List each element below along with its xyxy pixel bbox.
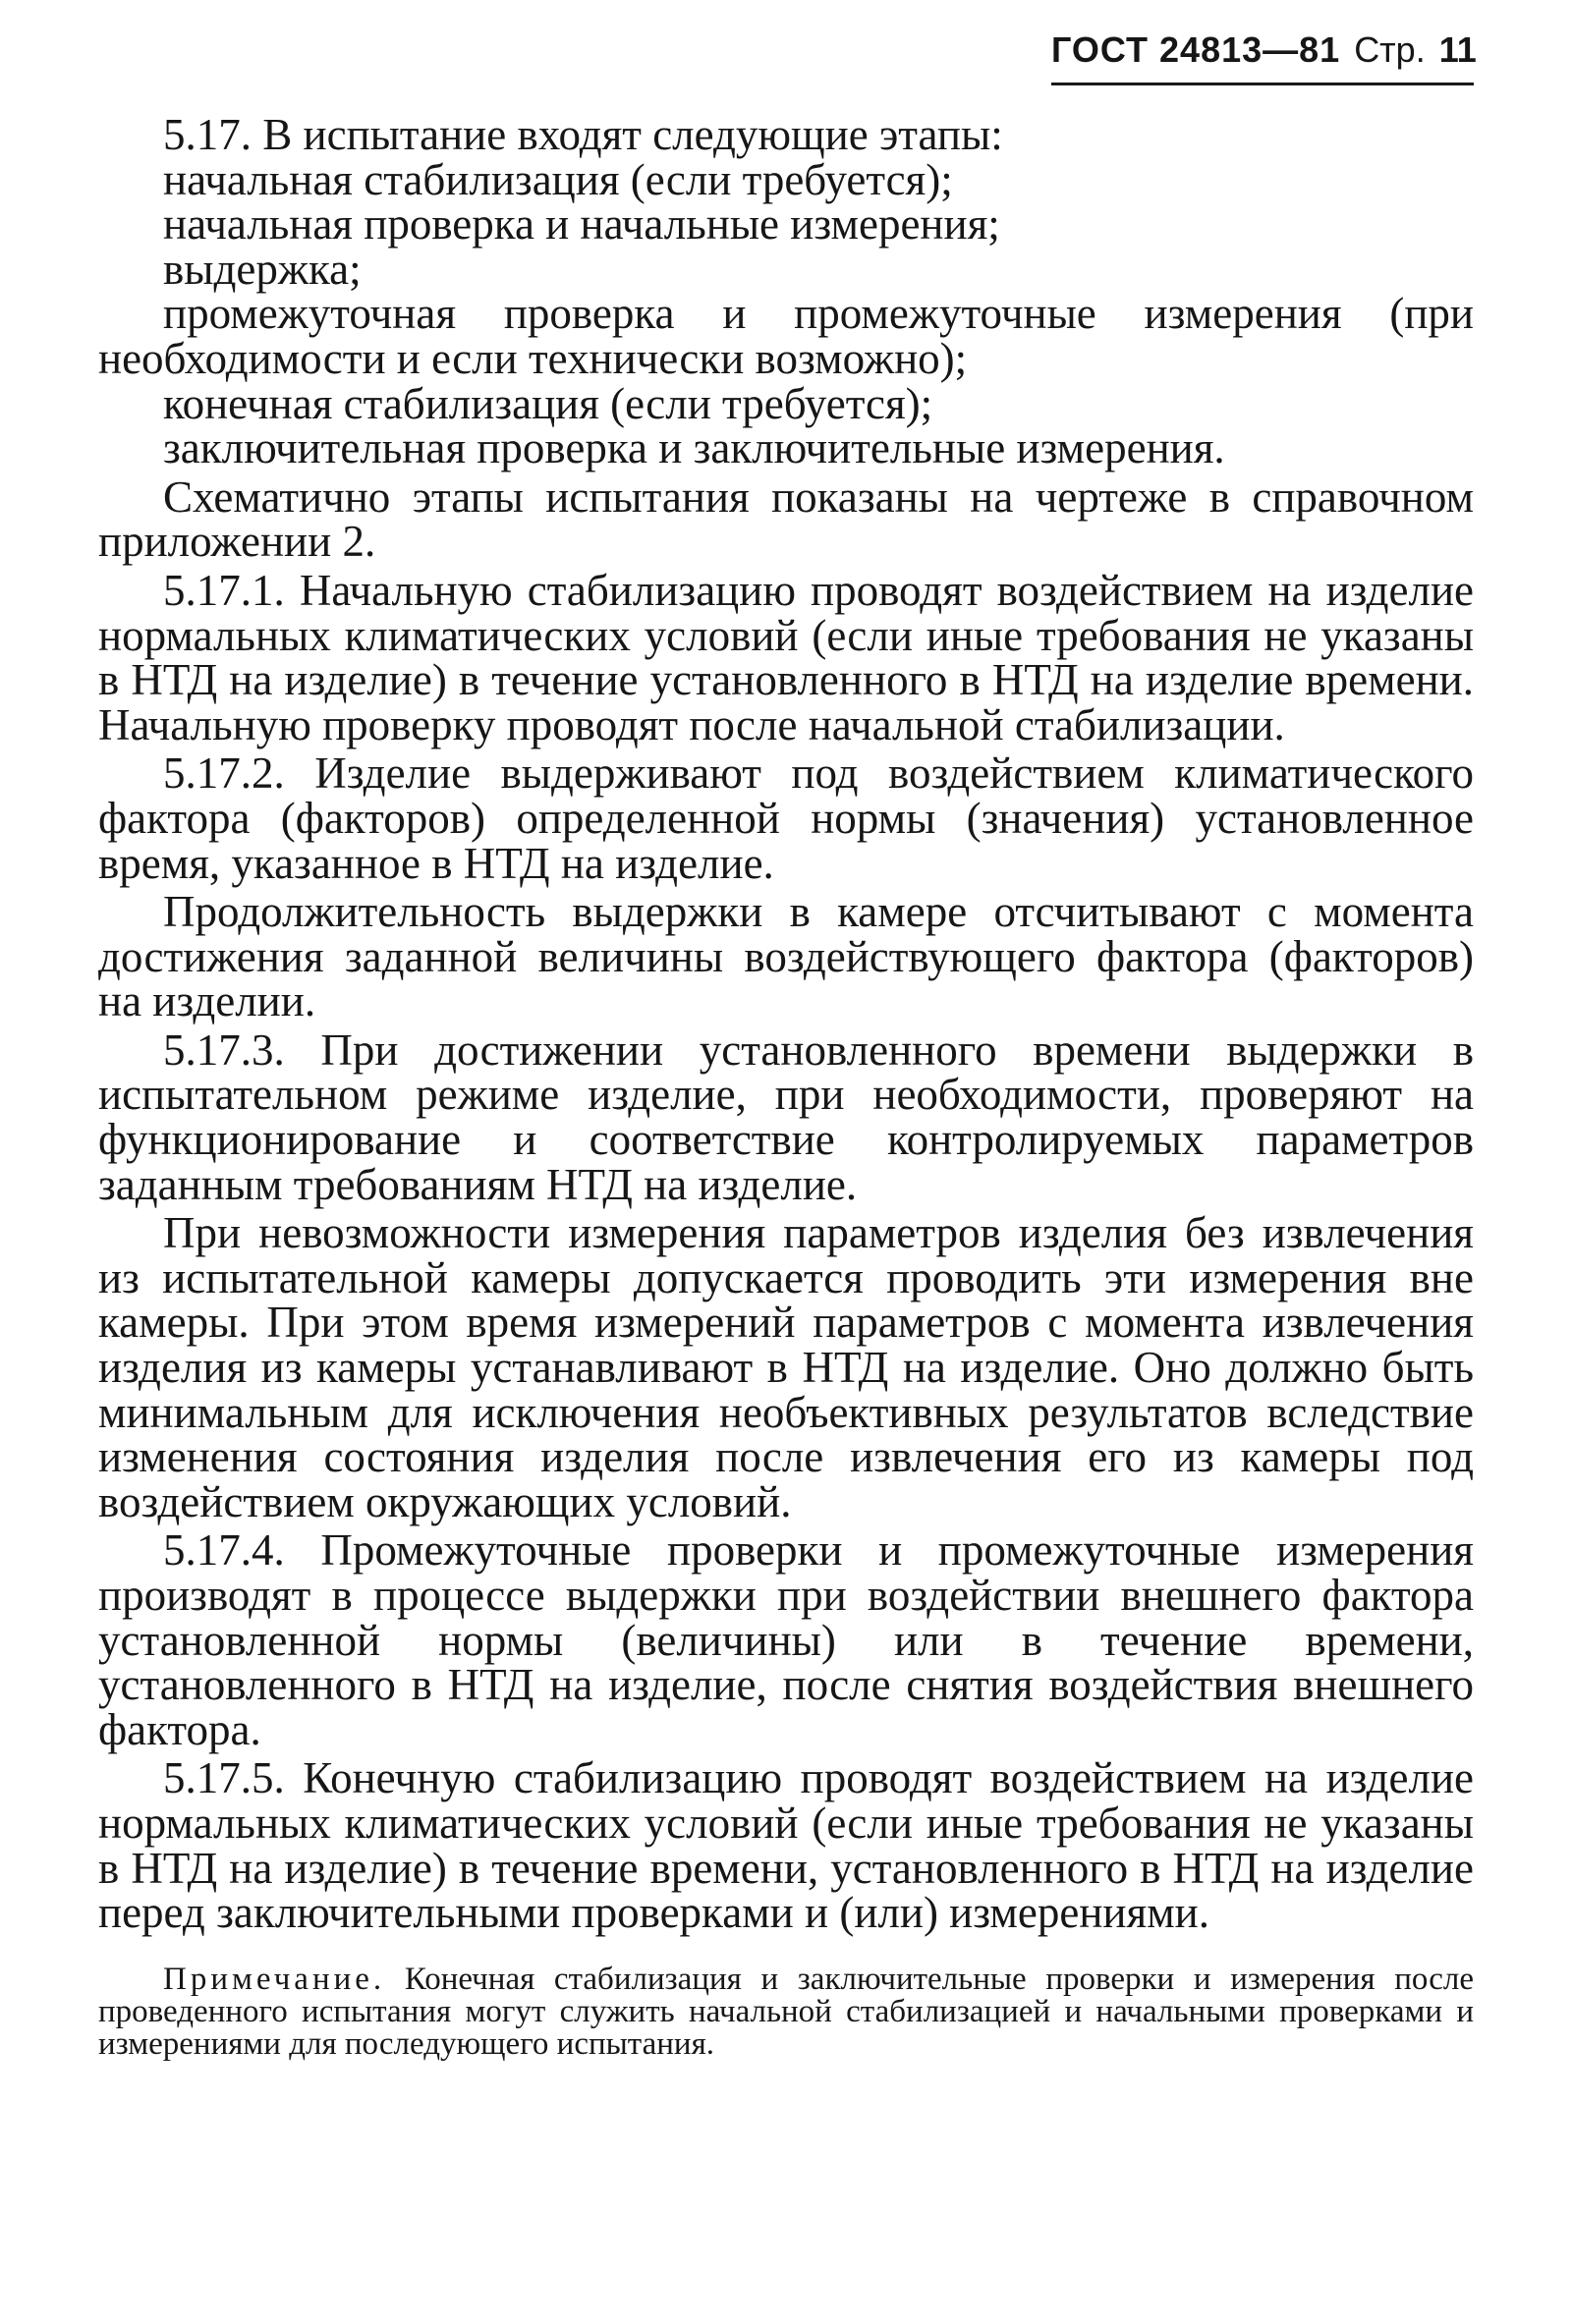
document-body [98,110,1474,2062]
note-text: Конечная стабилизация и заключительные проверки и измерения после проведенного испытания могут служить начальной стабилизацией и начальными проверками и измерениями для последующего испытания. [98,1961,1474,2062]
stage-item: конечная стабилизация (если требуется); [163,378,933,428]
note-label: Примечание. [163,1961,386,1997]
clause-5-17-2-duration: Продолжительность выдержки в камере отсчитывают с момента достижения заданной величины воздействующего фактора (факторов) на изделии. [98,887,1474,1026]
clause-5-17-2: 5.17.2. Изделие выдерживают под воздействием климатического фактора (факторов) определенной нормы (значения) установленное время, указанное в НТД на изделие. [98,748,1474,888]
stage-item: начальная стабилизация (если требуется); [163,154,953,204]
stage-item: начальная проверка и начальные измерения; [163,199,1000,249]
stage-item: выдержка; [163,244,362,294]
clause-5-17-3: 5.17.3. При достижении установленного времени выдержки в испытательном режиме изделие, при необходимости, проверяют на функционирование и соответствие контролируемых параметров заданным требованиям НТД на изделие. [98,1024,1474,1209]
clause-5-17-4: 5.17.4. Промежуточные проверки и промежуточные измерения производят в процессе выдержки при воздействии внешнего фактора установленной нормы (величины) или в течение времени, установленного в НТД на изделие, после снятия воздействия внешнего фактора. [98,1525,1474,1754]
stages-list [98,154,1474,473]
running-header [1051,28,1477,85]
clause-5-17-5: 5.17.5. Конечную стабилизацию проводят воздействием на изделие нормальных климатических условий (если иные требования не указаны в НТД на изделие) в течение времени, установленного в НТД на изделие перед заключительными проверками и (или) измерениями. [98,1753,1474,1938]
standard-number: ГОСТ 24813—81 [1051,29,1341,70]
footnote [98,1961,1474,2062]
page-label: Стр. [1354,29,1426,70]
page-number: 11 [1438,29,1477,70]
scheme-reference: Схематично этапы испытания показаны на чертеже в справочном приложении 2. [98,471,1474,567]
stage-item: заключительная проверка и заключительные измерения. [163,423,1225,473]
stage-item: промежуточная проверка и промежуточные измерения (при необходимости и если технически возможно); [98,289,1474,383]
clause-5-17-lead: 5.17. В испытание входят следующие этапы: [163,110,1003,159]
clause-5-17-3-measurement: При невозможности измерения параметров изделия без извлечения из испытательной камеры допускается проводить эти измерения вне камеры. При этом время измерений параметров с момента извлечения изделия из камеры устанавливают в НТД на изделие. Оно должно быть минимальным для исключения необъективных результатов вследствие изменения состояния изделия после извлечения его из камеры под воздействием окружающих условий. [98,1208,1474,1526]
clause-5-17-1: 5.17.1. Начальную стабилизацию проводят воздействием на изделие нормальных климатических условий (если иные требования не указаны в НТД на изделие) в течение установленного в НТД на изделие времени. Начальную проверку проводят после начальной стабилизации. [98,565,1474,749]
